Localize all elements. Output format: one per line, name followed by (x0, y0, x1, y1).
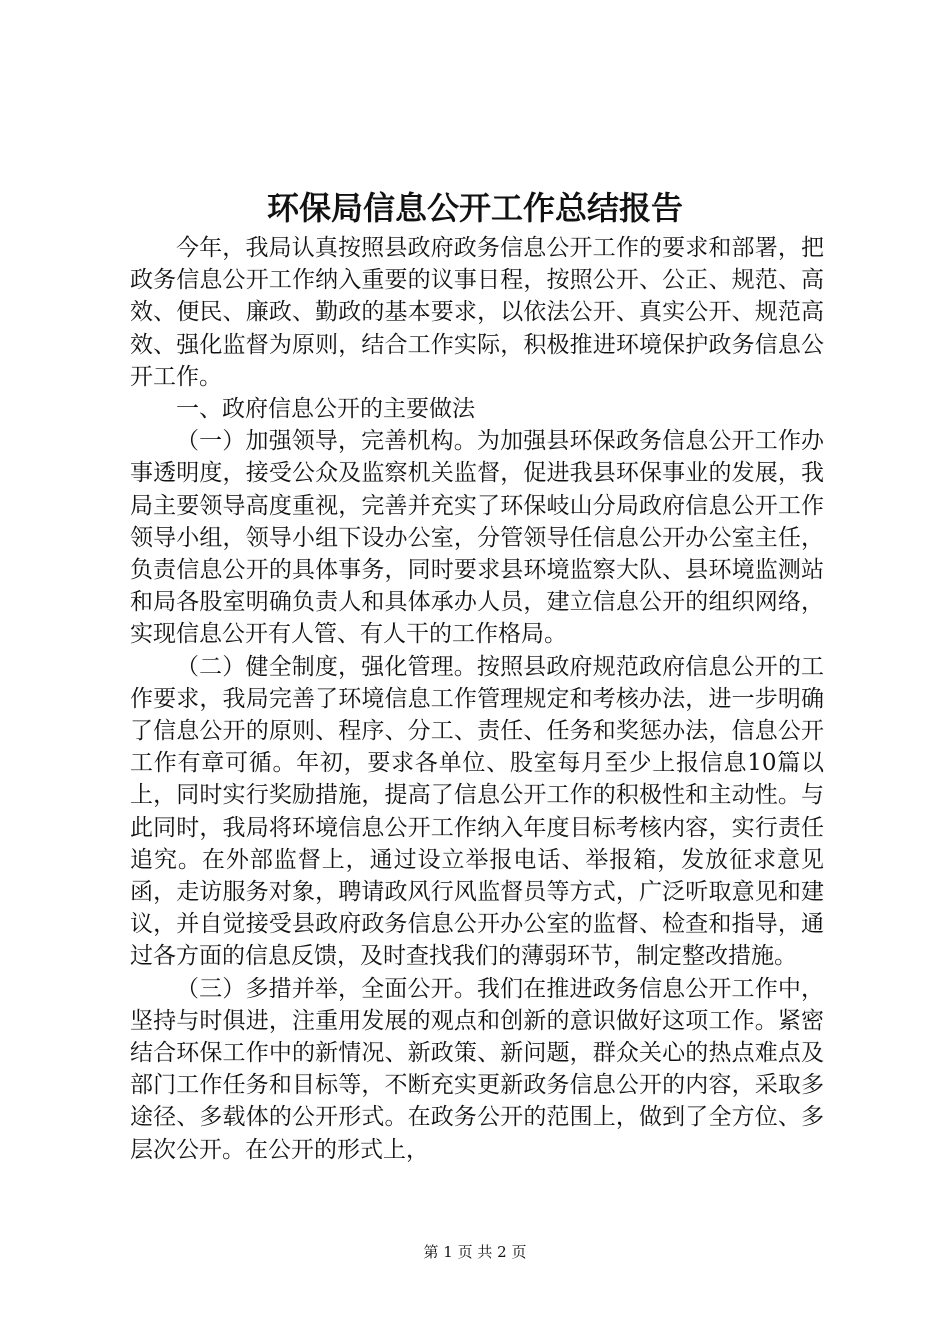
section-heading: 一、政府信息公开的主要做法 (176, 396, 475, 423)
paragraph-leadership: （一）加强领导，完善机构。为加强县环保政务信息公开工作办事透明度，接受公众及监察机关监督，促进我县环保事业的发展，我局主要领导高度重视，完善并充实了环保岐山分局政府信息公开工作领导小组，领导小组下设办公室，分管领导任信息公开办公室主任，负责信息公开的具体事务，同时要求县环境监察大队、县环境监测站和局各股室明确负责人和具体承办人员，建立信息公开的组织网络，实现信息公开有人管、有人干的工作格局。 (130, 428, 824, 648)
page-number-footer: 第 1 页 共 2 页 (423, 1243, 527, 1261)
paragraph-system: （二）健全制度，强化管理。按照县政府规范政府信息公开的工作要求，我局完善了环境信息工作管理规定和考核办法，进一步明确了信息公开的原则、程序、分工、责任、任务和奖惩办法，信息公开工作有章可循。年初，要求各单位、股室每月至少上报信息10篇以上，同时实行奖励措施，提高了信息公开工作的积极性和主动性。与此同时，我局将环境信息公开工作纳入年度目标考核内容，实行责任追究。在外部监督上，通过设立举报电话、举报箱，发放征求意见函，走访服务对象，聘请政风行风监督员等方式，广泛听取意见和建议，并自觉接受县政府政务信息公开办公室的监督、检查和指导，通过各方面的信息反馈，及时查找我们的薄弱环节，制定整改措施。 (130, 653, 824, 970)
paragraph-measures: （三）多措并举，全面公开。我们在推进政务信息公开工作中，坚持与时俱进，注重用发展的观点和创新的意识做好这项工作。紧密结合环保工作中的新情况、新政策、新问题，群众关心的热点难点及部门工作任务和目标等，不断充实更新政务信息公开的内容，采取多途径、多载体的公开形式。在政务公开的范围上，做到了全方位、多层次公开。在公开的形式上， (130, 975, 824, 1163)
document-body (130, 232, 824, 1166)
document-title: 环保局信息公开工作总结报告 (266, 189, 683, 227)
intro-paragraph: 今年，我局认真按照县政府政务信息公开工作的要求和部署，把政务信息公开工作纳入重要的议事日程，按照公开、公正、规范、高效、便民、廉政、勤政的基本要求，以依法公开、真实公开、规范高效、强化监督为原则，结合工作实际，积极推进环境保护政务信息公开工作。 (130, 235, 824, 390)
